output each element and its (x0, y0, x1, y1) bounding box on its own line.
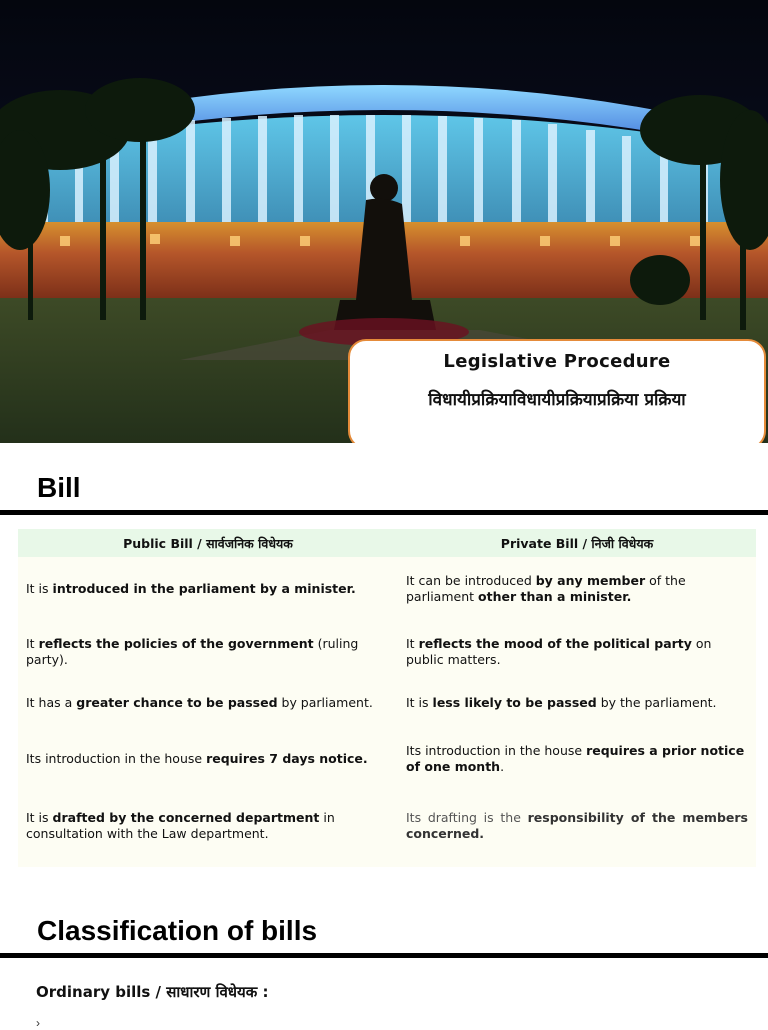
bill-comparison-table (18, 529, 756, 867)
section-title-classification: Classification of bills (37, 915, 318, 946)
hero-banner (0, 0, 768, 443)
table-row (18, 683, 756, 723)
section-title-bill: Bill (37, 472, 81, 503)
bullet-arrow-icon: › (36, 1016, 40, 1030)
table-row (18, 795, 756, 857)
cell-private: Its introduction in the house requires a prior notice of one month. (398, 723, 756, 795)
header-private-bill: Private Bill / निजी विधेयक (398, 529, 756, 557)
cell-public: It reflects the policies of the government (ruling party). (18, 620, 398, 683)
cell-public: Its introduction in the house requires 7 days notice. (18, 723, 398, 795)
cell-public: It has a greater chance to be passed by parliament. (18, 683, 398, 723)
title-card (348, 339, 766, 443)
table-header-row (18, 529, 756, 557)
cell-private: It reflects the mood of the political party on public matters. (398, 620, 756, 683)
title-hindi: विधायीप्रक्रियाविधायीप्रक्रियाप्रक्रिया प्रक्रिया (428, 390, 686, 410)
cell-public: It is drafted by the concerned department in consultation with the Law department. (18, 795, 398, 857)
title-english: Legislative Procedure (443, 351, 671, 372)
cell-private: It can be introduced by any member of the parliament other than a minister. (398, 557, 756, 620)
table-row (18, 723, 756, 795)
section-rule (0, 953, 768, 958)
table-row (18, 620, 756, 683)
table-spacer-row (18, 857, 756, 867)
header-public-bill: Public Bill / सार्वजनिक विधेयक (18, 529, 398, 557)
cell-private: Its drafting is the responsibility of the members concerned. (398, 795, 756, 857)
section-rule (0, 510, 768, 515)
cell-private: It is less likely to be passed by the parliament. (398, 683, 756, 723)
table-row (18, 557, 756, 620)
cell-public: It is introduced in the parliament by a minister. (18, 557, 398, 620)
ordinary-bills-label: Ordinary bills / साधारण विधेयक : (36, 983, 269, 1001)
